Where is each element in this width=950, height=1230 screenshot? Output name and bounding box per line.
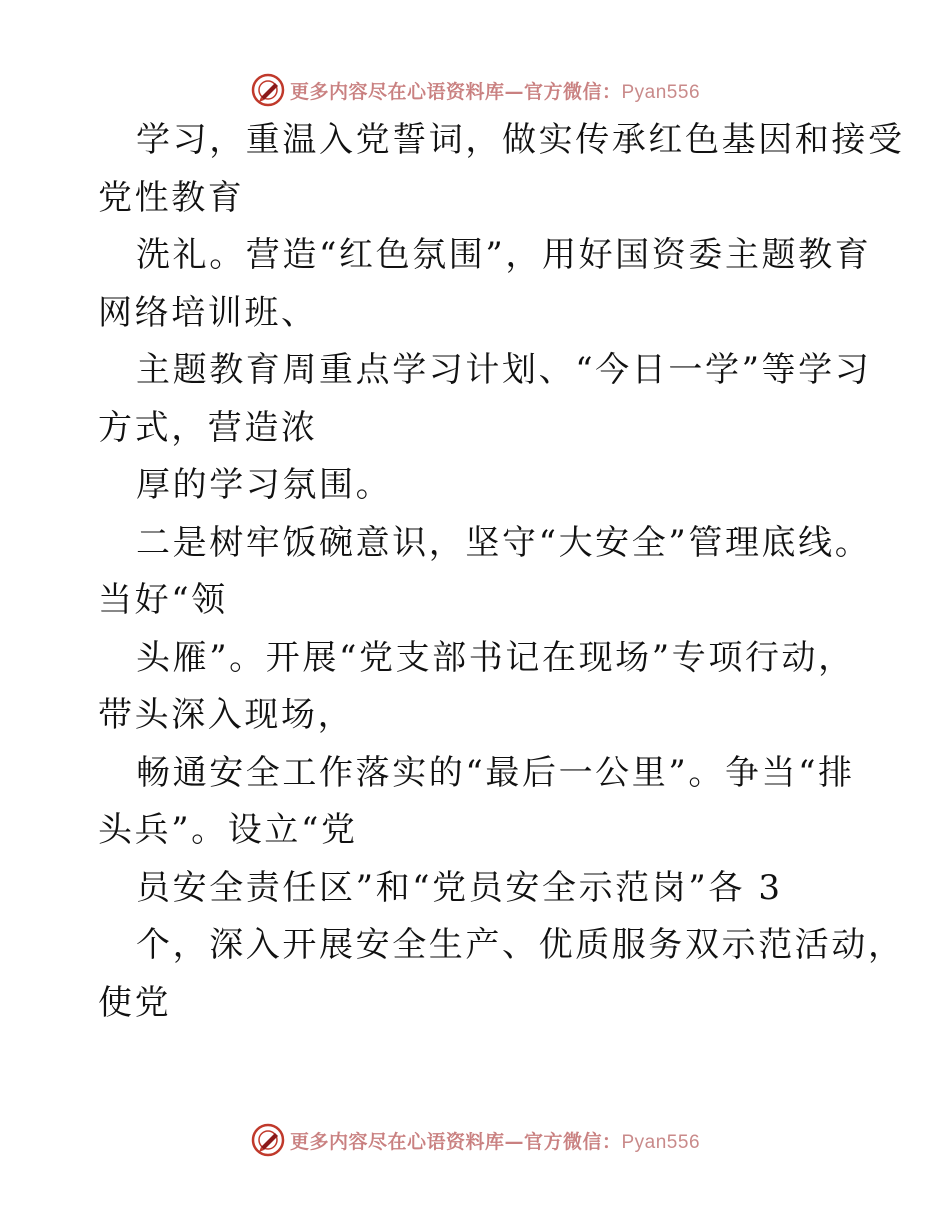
document-body (98, 112, 905, 1032)
text-line: 个，深入开展安全生产、优质服务双示范活动， (136, 925, 905, 965)
watermark-text (290, 77, 700, 104)
text-line: 头雁”。开展“党支部书记在现场”专项行动， (136, 637, 855, 678)
brand-logo-icon (250, 72, 286, 108)
watermark-wechat-id: Pyan556 (621, 81, 701, 103)
text-line: 网络培训班、 (98, 292, 318, 333)
text-line: 员安全责任区”和“党员安全示范岗”各 3 (136, 867, 783, 908)
watermark-text (290, 1127, 700, 1154)
text-line: 二是树牢饭碗意识，坚守“大安全”管理底线。 (136, 522, 872, 563)
text-line: 主题教育周重点学习计划、“今日一学”等学习 (136, 350, 872, 390)
text-line: 厚的学习氛围。 (136, 465, 393, 505)
text-line: 畅通安全工作落实的“最后一公里”。争当“排 (136, 752, 855, 793)
text-line: 带头深入现场， (98, 695, 355, 735)
text-line: 党性教育 (98, 177, 245, 218)
text-line: 头兵”。设立“党 (98, 810, 358, 850)
watermark-text-cn: 更多内容尽在心语资料库—官方微信： (289, 80, 622, 103)
text-line: 使党 (98, 982, 172, 1023)
header-watermark (0, 70, 950, 110)
watermark-wechat-id: Pyan556 (621, 1131, 701, 1153)
text-line: 学习，重温入党誓词，做实传承红色基因和接受 (136, 120, 905, 160)
text-line: 洗礼。营造“红色氛围”，用好国资委主题教育 (136, 235, 872, 275)
brand-logo-icon (250, 1122, 286, 1158)
text-line: 方式，营造浓 (98, 407, 318, 448)
footer-watermark (0, 1120, 950, 1160)
watermark-text-cn: 更多内容尽在心语资料库—官方微信： (289, 1130, 622, 1153)
text-line: 当好“领 (98, 580, 228, 620)
